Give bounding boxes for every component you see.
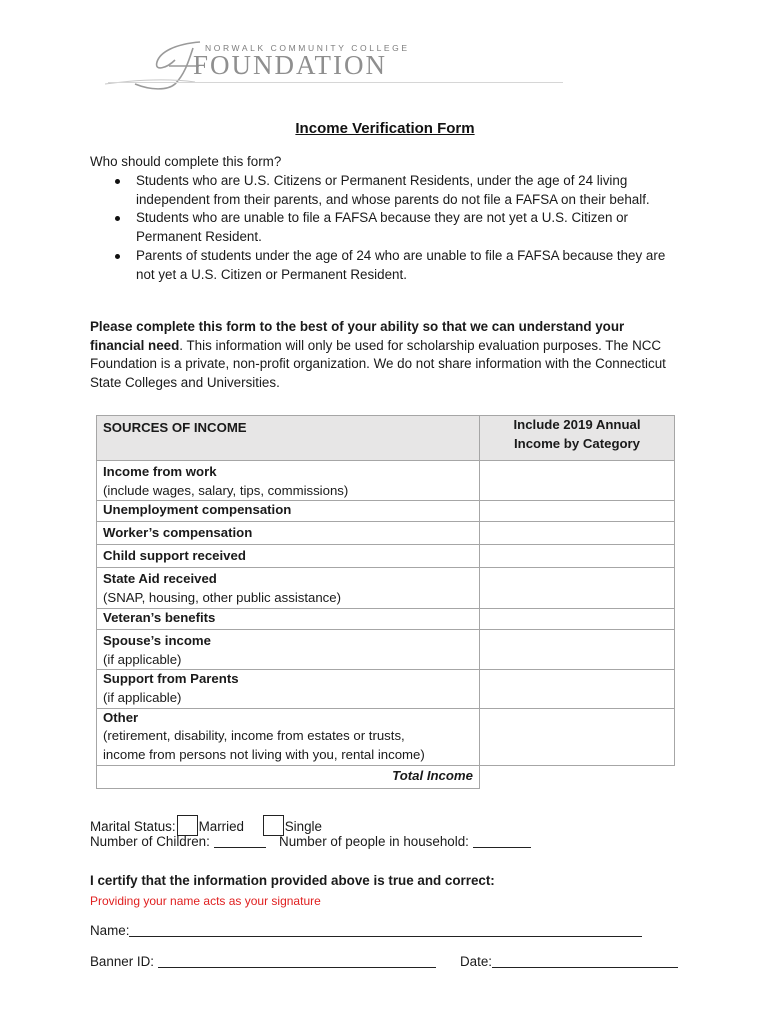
name-label: Name: xyxy=(90,923,130,938)
table-row xyxy=(97,568,675,608)
income-source-child-support: Child support received xyxy=(97,545,480,568)
single-label: Single xyxy=(284,819,322,834)
marital-status-label: Marital Status: xyxy=(90,819,176,834)
amount-input-parents[interactable] xyxy=(480,670,675,708)
banner-id-label: Banner ID: xyxy=(90,954,155,969)
signature-note: Providing your name acts as your signature xyxy=(90,894,321,908)
income-source-workers-comp: Worker’s compensation xyxy=(97,522,480,545)
name-input[interactable] xyxy=(129,922,642,937)
amount-input-other[interactable] xyxy=(480,708,675,765)
table-row xyxy=(97,670,675,708)
table-row xyxy=(97,708,675,765)
instructions-rest: . This information will only be used for scholarship evaluation purposes. The NCC Foundation is a private, non-profit organization. We do not share information with the Connecticut State Colleges and Universities. xyxy=(90,337,666,391)
income-source-spouse: Spouse’s income (if applicable) xyxy=(97,629,480,669)
children-label: Number of Children: xyxy=(90,834,210,849)
table-row xyxy=(97,461,675,501)
household-size-label: Number of people in household: xyxy=(279,834,469,849)
banner-id-input[interactable] xyxy=(158,953,436,968)
total-row xyxy=(97,765,675,788)
married-label: Married xyxy=(198,819,244,834)
table-row xyxy=(97,522,675,545)
amount-input-unemployment[interactable] xyxy=(480,501,675,522)
income-source-state-aid: State Aid received (SNAP, housing, other public assistance) xyxy=(97,568,480,608)
foundation-wordmark: FOUNDATION xyxy=(193,50,387,80)
total-income-label: Total Income xyxy=(97,765,480,788)
intro-question: Who should complete this form? xyxy=(90,154,282,169)
eligibility-list xyxy=(90,172,680,284)
children-input[interactable] xyxy=(214,833,266,848)
list-item: Students who are U.S. Citizens or Permanent Residents, under the age of 24 living independent from their parents, and whose parents do not file a FAFSA on their behalf. xyxy=(90,172,680,209)
instructions-paragraph xyxy=(90,318,680,393)
college-name: NORWALK COMMUNITY COLLEGE xyxy=(205,43,410,53)
table-row xyxy=(97,608,675,629)
income-source-veterans: Veteran’s benefits xyxy=(97,608,480,629)
amount-input-spouse[interactable] xyxy=(480,629,675,669)
date-input[interactable] xyxy=(492,953,678,968)
amount-input-state-aid[interactable] xyxy=(480,568,675,608)
income-source-work: Income from work (include wages, salary, tips, commissions) xyxy=(97,461,480,501)
household-row xyxy=(90,833,531,852)
banner-id-field xyxy=(90,953,436,969)
list-item: Parents of students under the age of 24 who are unable to file a FAFSA because they are not yet a U.S. Citizen or Permanent Resident. xyxy=(90,247,680,284)
date-field xyxy=(460,953,678,969)
table-row xyxy=(97,545,675,568)
header-divider xyxy=(108,82,563,83)
amount-input-workers-comp[interactable] xyxy=(480,522,675,545)
household-size-input[interactable] xyxy=(473,833,531,848)
total-income-value[interactable] xyxy=(480,765,675,788)
sources-header: SOURCES OF INCOME xyxy=(97,416,480,461)
amount-input-child-support[interactable] xyxy=(480,545,675,568)
income-source-parents: Support from Parents (if applicable) xyxy=(97,670,480,708)
income-source-other: Other (retirement, disability, income from estates or trusts, income from persons not living with you, rental income) xyxy=(97,708,480,765)
income-source-unemployment: Unemployment compensation xyxy=(97,501,480,522)
list-item: Students who are unable to file a FAFSA because they are not yet a U.S. Citizen or Permanent Resident. xyxy=(90,209,680,246)
certification-statement: I certify that the information provided above is true and correct: xyxy=(90,873,495,888)
amount-input-veterans[interactable] xyxy=(480,608,675,629)
table-header-row xyxy=(97,416,675,461)
amount-header: Include 2019 Annual Income by Category xyxy=(480,416,675,461)
table-row xyxy=(97,501,675,522)
instructions-bold: Please complete this form to the best of your ability so that we can understand your financial need xyxy=(90,319,625,353)
income-table xyxy=(96,415,675,789)
table-row xyxy=(97,629,675,669)
form-title: Income Verification Form xyxy=(295,120,475,137)
amount-input-work[interactable] xyxy=(480,461,675,501)
name-field xyxy=(90,922,642,938)
date-label: Date: xyxy=(460,954,493,969)
